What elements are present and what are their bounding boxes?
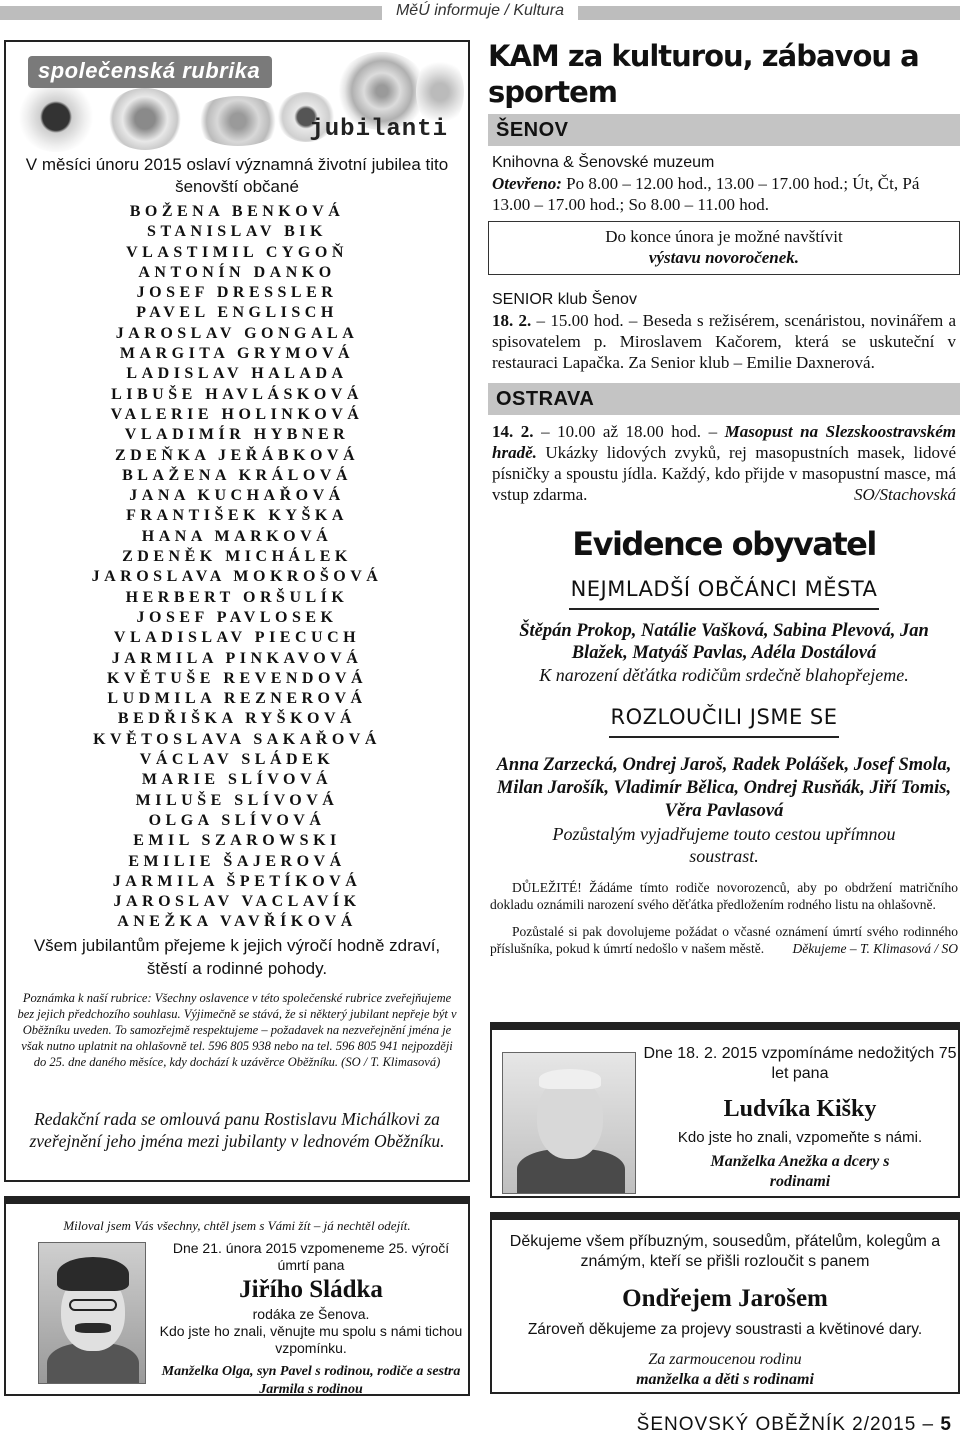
rubric-label: společenská rubrika xyxy=(28,56,272,88)
memorial-line1: Dne 18. 2. 2015 vzpomínáme nedožitých 75 let pana xyxy=(643,1045,957,1082)
memorial-jaros xyxy=(490,1212,960,1394)
memorial-signature: Manželka Anežka a dcery s rodinami xyxy=(710,1153,890,1190)
jubilee-name-list xyxy=(6,202,468,933)
jubilee-name: JARMILA ŠPETÍKOVÁ xyxy=(112,872,362,890)
memorial-line3: Za zarmoucenou rodinu xyxy=(648,1351,802,1368)
jubilee-name: LIBUŠE HAVLÁSKOVÁ xyxy=(111,385,363,403)
evidence-signature: Děkujeme – T. Klimasová / SO xyxy=(792,941,958,956)
memorial-name: Jiřího Sládka xyxy=(239,1276,383,1303)
jubilee-name: BOŽENA BENKOVÁ xyxy=(129,203,345,220)
venue-name: Knihovna & Šenovské muzeum xyxy=(492,154,715,171)
memorial-kiska xyxy=(490,1022,960,1198)
sunflower-image xyxy=(16,82,96,152)
deaths-heading: ROZLOUČILI JSME SE xyxy=(609,702,840,738)
jubilee-name: VLADISLAV PIECUCH xyxy=(113,629,361,647)
jubilee-name: JAROSLAV VACLAVÍK xyxy=(113,893,361,911)
jubilee-name: ANTONÍN DANKO xyxy=(138,263,336,281)
jubilee-name: PAVEL ENGLISCH xyxy=(136,304,338,322)
ostrava-event: 14. 2. – 10.00 až 18.00 hod. – Masopust na Slezskoostravském hradě. Ukázky lidových zvyků, rej masopustních masek, lidové písničky a spoustu jídla. Každý, kdo přijde v masopustní masce, má vstup zdarma. xyxy=(492,422,957,504)
births-heading: NEJMLADŠÍ OBČÁNCI MĚSTA xyxy=(569,574,880,610)
jubilee-name: MARGITA GRYMOVÁ xyxy=(119,345,355,363)
important-notice: DŮLEŽITÉ! Žádáme tímto rodiče novorozenců, aby po obdržení matričního dokladu oznámili narození svého děťátka předložením rodného listu na ohlašovně. xyxy=(490,880,958,912)
memorial-signature: manželka a děti s rodinami xyxy=(636,1371,814,1388)
jubilee-name: JANA KUCHAŘOVÁ xyxy=(129,487,345,505)
jubilee-name: KVĚTOSLAVA SAKAŘOVÁ xyxy=(93,730,381,748)
evidence-title: Evidence obyvatel xyxy=(572,525,876,563)
jubilee-name: ZDEŇKA JEŘÁBKOVÁ xyxy=(114,446,360,464)
memorial-line2: rodáka ze Šenova. xyxy=(252,1306,370,1322)
header-rule-left xyxy=(0,6,382,20)
jubilee-banner xyxy=(6,42,468,152)
jubilee-name: VLADIMÍR HYBNER xyxy=(124,426,350,444)
header-rule-right xyxy=(578,6,960,20)
ostrava-signature: SO/Stachovská xyxy=(854,485,956,504)
exhibition-notice: Do konce února je možné navštívit výstavu novoročenek. xyxy=(488,221,960,275)
jubilee-name: VÁCLAV SLÁDEK xyxy=(139,751,335,769)
jubilee-label: jubilanti xyxy=(309,116,448,143)
memorial-line1: Dne 21. února 2015 vzpomeneme 25. výročí úmrtí pana xyxy=(172,1240,450,1273)
evidence-section xyxy=(488,522,960,957)
jubilee-name: ZDENĚK MICHÁLEK xyxy=(122,548,352,566)
memorial-line2: Kdo jste ho znali, vzpomeňte s námi. xyxy=(677,1129,923,1146)
memorial-name: Ludvíka Kišky xyxy=(723,1096,877,1122)
survivors-notice: Pozůstalé si pak dovolujeme požádat o včasné oznámení úmrtí svého rodinného příslušníka, pokud k úmrtí nedošlo v našem městě. xyxy=(490,924,958,956)
jubilee-intro: V měsíci únoru 2015 oslaví významná životní jubilea tito šenovští občané xyxy=(25,155,449,196)
jubilee-name: KVĚTUŠE REVENDOVÁ xyxy=(106,669,368,687)
jubilee-box xyxy=(4,40,470,1182)
memorial-line1: Děkujeme všem příbuzným, sousedům, přátelům, kolegům a známým, kteří se přišli rozloučit s panem xyxy=(509,1233,941,1270)
jubilee-name: ANEŽKA VAVŘÍKOVÁ xyxy=(117,913,357,931)
page-footer xyxy=(637,1414,952,1436)
memorial-text xyxy=(642,1044,958,1192)
memorial-name: Ondřejem Jarošem xyxy=(622,1285,828,1312)
jubilee-name: HERBERT ORŠULÍK xyxy=(125,588,349,606)
jubilee-name: JOSEF PAVLOSEK xyxy=(136,608,338,626)
ostrava-heading: OSTRAVA xyxy=(488,383,960,415)
jubilee-name: STANISLAV BIK xyxy=(147,223,327,241)
portrait-photo xyxy=(502,1052,636,1194)
jubilee-name: EMIL SZAROWSKI xyxy=(133,832,341,850)
jubilee-wish: Všem jubilantům přejeme k jejich výročí hodně zdraví, štěstí a rodinné pohody. xyxy=(33,936,441,978)
senior-club: SENIOR klub Šenov xyxy=(492,291,637,308)
senov-heading: ŠENOV xyxy=(488,114,960,146)
jubilee-name: JOSEF DRESSLER xyxy=(136,284,338,302)
jubilee-name: LADISLAV HALADA xyxy=(126,365,348,383)
jubilee-name: MARIE SLÍVOVÁ xyxy=(141,771,333,789)
memorial-quote: Miloval jsem Vás všechny, chtěl jsem s Vámi žít – já nechtěl odejít. xyxy=(63,1218,411,1233)
jubilee-name: BEDŘIŠKA RYŠKOVÁ xyxy=(117,710,357,728)
jubilee-name: MILUŠE SLÍVOVÁ xyxy=(135,791,339,809)
section-title: MěÚ informuje / Kultura xyxy=(395,2,565,19)
condolence: Pozůstalým vyjadřujeme touto cestou upřímnou soustrast. xyxy=(552,824,896,866)
jubilee-name: LUDMILA REZNEROVÁ xyxy=(107,690,367,708)
deaths-list: Anna Zarzecká, Ondrej Jaroš, Radek Polášek, Josef Smola, Milan Jarošík, Vladimír Bělica, Ondrej Rusňák, Jiří Tomis, Věra Pavlasová xyxy=(496,755,952,821)
page-header xyxy=(0,0,960,26)
jubilee-name: VALERIE HOLINKOVÁ xyxy=(110,405,364,423)
magazine-issue: ŠENOVSKÝ OBĚŽNÍK 2/2015 – xyxy=(636,1414,941,1435)
jubilee-name: JARMILA PINKAVOVÁ xyxy=(111,649,363,667)
jubilee-name: VLASTIMIL CYGOŇ xyxy=(126,243,348,261)
births-list: Štěpán Prokop, Natálie Vašková, Sabina Plevová, Jan Blažek, Matyáš Pavlas, Adéla Dostálová xyxy=(519,621,929,663)
tulip-image xyxy=(106,88,184,150)
jubilee-name: JAROSLAV GONGALA xyxy=(115,324,359,342)
portrait-photo xyxy=(38,1242,146,1384)
jubilee-name: HANA MARKOVÁ xyxy=(141,527,333,545)
flowers-image xyxy=(192,96,284,146)
jubilee-name: OLGA SLÍVOVÁ xyxy=(148,811,326,829)
events-section xyxy=(488,38,960,505)
page-number: 5 xyxy=(940,1414,952,1435)
editorial-apology: Redakční rada se omlouvá panu Rostislavu Michálkovi za zveřejnění jeho jména mezi jubilanty v lednovém Oběžníku. xyxy=(29,1109,445,1151)
memorial-sladek xyxy=(4,1196,470,1396)
events-title: KAM za kulturou, zábavou a sportem xyxy=(488,39,919,109)
jubilee-name: BLAŽENA KRÁLOVÁ xyxy=(122,466,352,484)
senior-club-event: 18. 2. – 15.00 hod. – Beseda s režisérem, scenáristou, novinářem a spisovatelem p. Miroslavem Kačorem, která se uskuteční v restauraci Lapačka. Za Senior klub – Emilie Daxnerová. xyxy=(492,311,956,372)
rubric-note: Poznámka k naší rubrice: Všechny oslavence v této společenské rubrice zveřejňujeme bez jejich předchozího souhlasu. Výjimečně se stává, že si některý jubilant nepřeje být v Oběžníku uveden. To samozřejmě respektujeme – požadavek na nezveřejnění jména je však nutno uplatnit na ohlašovně tel. 596 805 938 nebo na tel. 596 805 941 nejpozději do 25. dne daného měsíce, kdy dochází k uzávěrce Oběžníku. (SO / T. Klimasová) xyxy=(17,991,457,1069)
opening-hours: Otevřeno: Po 8.00 – 12.00 hod., 13.00 – 17.00 hod.; Út, Čt, Pá 13.00 – 17.00 hod.; So 8.00 – 11.00 hod. xyxy=(492,174,920,214)
jubilee-name: FRANTIŠEK KYŠKA xyxy=(126,507,348,525)
memorial-line3: Kdo jste ho znali, věnujte mu spolu s námi tichou vzpomínku. xyxy=(159,1323,463,1356)
births-congrats: K narození děťátka rodičům srdečně blahopřejeme. xyxy=(539,665,909,685)
memorial-signature: Manželka Olga, syn Pavel s rodinou, rodiče a sestra Jarmila s rodinou xyxy=(161,1364,461,1397)
jubilee-name: EMILIE ŠAJEROVÁ xyxy=(128,852,346,870)
jubilee-name: JAROSLAVA MOKROŠOVÁ xyxy=(91,568,383,586)
memorial-line2: Zároveň děkujeme za projevy soustrasti a květinové dary. xyxy=(527,1321,923,1338)
memorial-text xyxy=(156,1240,466,1399)
